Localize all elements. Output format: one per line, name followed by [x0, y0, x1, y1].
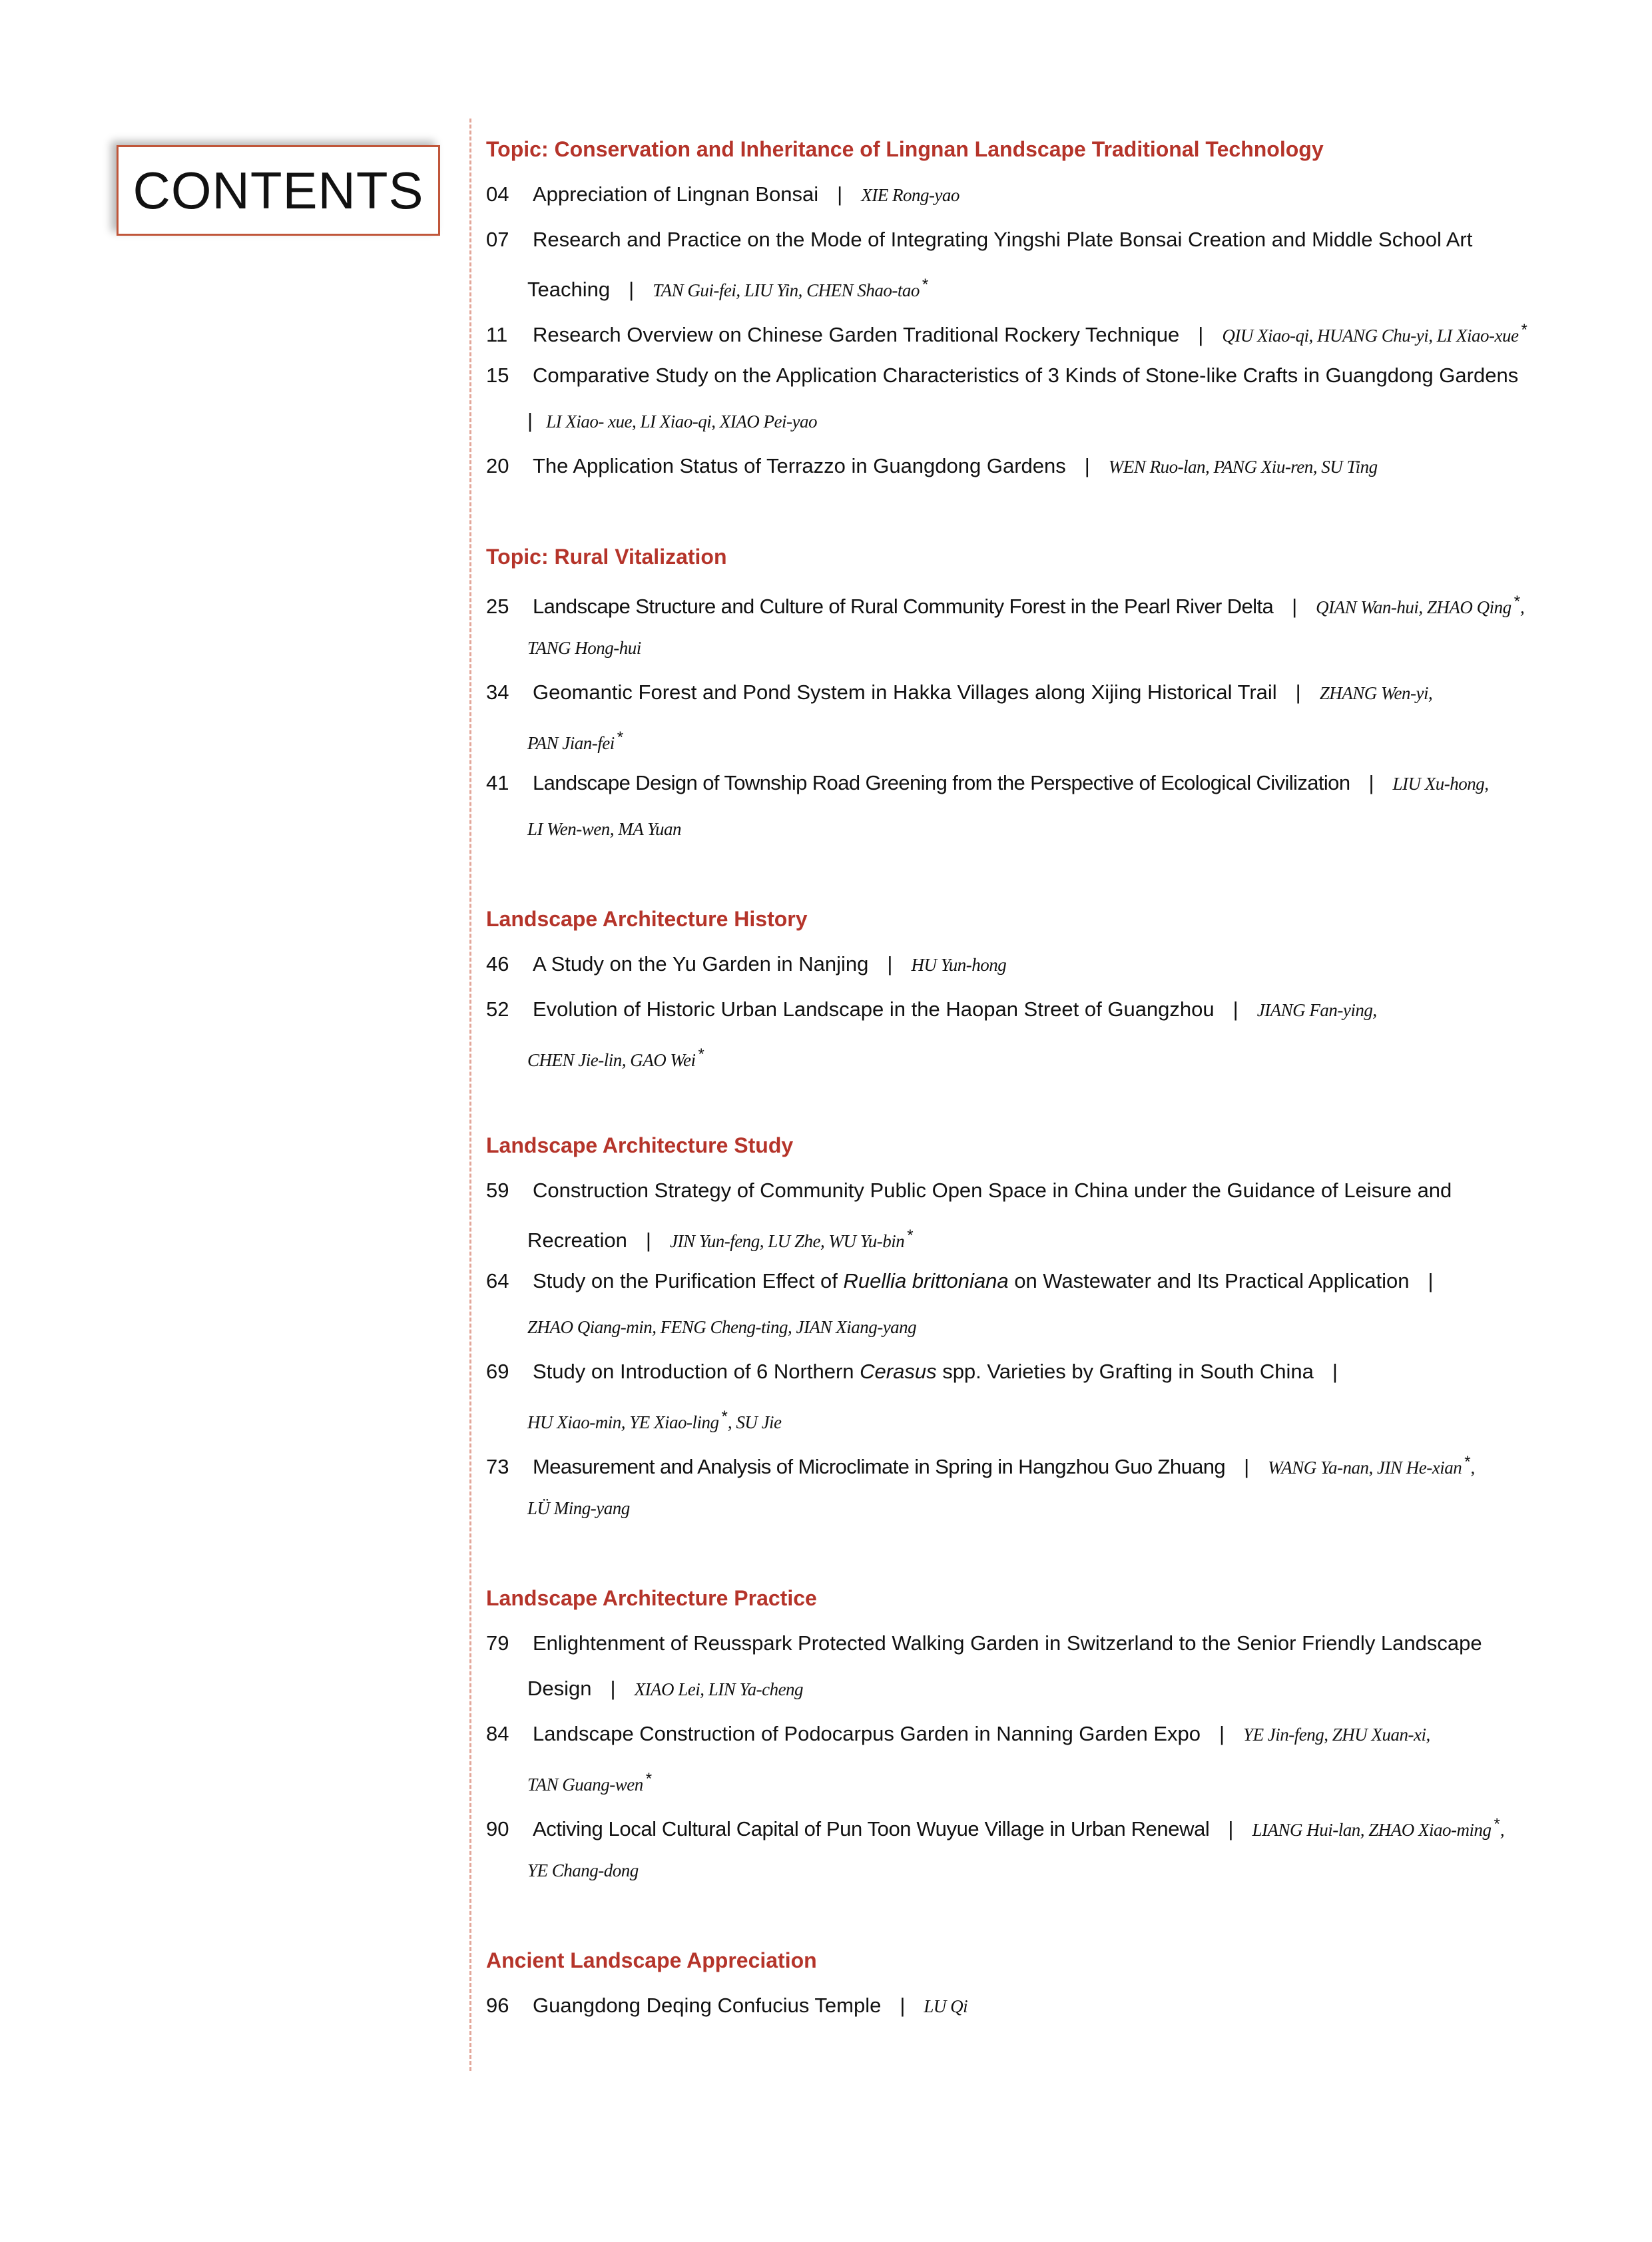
separator: |	[1428, 1269, 1434, 1292]
entry-authors: XIE Rong-yao	[861, 185, 960, 205]
separator: |	[527, 409, 533, 432]
toc-entry-continuation	[486, 1485, 1591, 1530]
entry-authors: QIU Xiao-qi, HUANG Chu-yi, LI Xiao-xue	[1222, 326, 1519, 346]
entry-authors: QIAN Wan-hui, ZHAO Qing	[1316, 597, 1512, 617]
page-number: 52	[486, 997, 509, 1021]
entry-authors: HU Xiao-min, YE Xiao-ling	[527, 1412, 719, 1432]
section-title: Ancient Landscape Appreciation	[486, 1948, 817, 1972]
toc-entry-continuation	[486, 1757, 1591, 1802]
entry-authors-cont: YE Chang-dong	[527, 1860, 639, 1880]
entry-authors-cont: LI Wen-wen, MA Yuan	[527, 819, 682, 839]
page-number: 79	[486, 1631, 509, 1655]
corresponding-author-mark: *	[1464, 1453, 1471, 1471]
toc-entry-continuation	[486, 398, 1591, 443]
toc-entry-continuation	[486, 1213, 1591, 1259]
corresponding-author-mark: *	[907, 1227, 914, 1245]
page-number: 59	[486, 1179, 509, 1202]
species-name: Ruellia brittoniana	[843, 1269, 1009, 1292]
toc-entry-continuation	[486, 1666, 1591, 1711]
corresponding-author-mark: *	[721, 1408, 728, 1426]
authors-comma: ,	[1500, 1820, 1505, 1840]
entry-title: Landscape Structure and Culture of Rural Community Forest in the Pearl River Delta	[533, 595, 1274, 618]
separator: |	[1198, 323, 1204, 346]
corresponding-author-mark: *	[645, 1770, 653, 1788]
separator: |	[1295, 681, 1301, 704]
entry-authors: WANG Ya-nan, JIN He-xian	[1268, 1458, 1462, 1478]
toc-entry[interactable]	[486, 1983, 1591, 2028]
authors-comma: ,	[1470, 1458, 1475, 1478]
corresponding-author-mark: *	[1521, 321, 1527, 339]
page-number: 96	[486, 1994, 509, 2017]
entry-title: Evolution of Historic Urban Landscape in the Haopan Street of Guangzhou	[533, 997, 1215, 1021]
entry-title-cont: Design	[527, 1677, 592, 1700]
page-number: 11	[486, 323, 508, 346]
entry-authors: LIU Xu-hong,	[1392, 774, 1489, 794]
entry-title: Research and Practice on the Mode of Integrating Yingshi Plate Bonsai Creation and Middle School Art	[533, 228, 1473, 251]
toc-entry[interactable]	[486, 987, 1591, 1032]
toc-entry-continuation	[486, 715, 1591, 760]
separator: |	[629, 278, 635, 301]
toc-entry[interactable]	[486, 670, 1591, 715]
page-number: 07	[486, 228, 509, 251]
page-number: 69	[486, 1360, 509, 1383]
page-number: 15	[486, 364, 509, 387]
toc-entry[interactable]	[486, 217, 1591, 262]
toc-entry[interactable]	[486, 942, 1591, 987]
separator: |	[1368, 771, 1374, 794]
section-title: Topic: Conservation and Inheritance of Lingnan Landscape Traditional Technology	[486, 137, 1324, 161]
entry-authors: JIN Yun-feng, LU Zhe, WU Yu-bin	[669, 1231, 905, 1251]
toc-entry[interactable]	[486, 1168, 1591, 1213]
toc-entry-continuation	[486, 1304, 1591, 1349]
entry-title: Measurement and Analysis of Microclimate in Spring in Hangzhou Guo Zhuang	[533, 1455, 1226, 1478]
entry-title: The Application Status of Terrazzo in Guangdong Gardens	[533, 454, 1066, 477]
page-number: 64	[486, 1269, 509, 1292]
table-of-contents	[486, 127, 1591, 2028]
page-number: 73	[486, 1455, 509, 1478]
entry-title: Landscape Design of Township Road Greening from the Perspective of Ecological Civilization	[533, 771, 1350, 794]
corresponding-author-mark: *	[1514, 593, 1521, 611]
toc-entry[interactable]	[486, 1802, 1591, 1847]
entry-authors: TAN Gui-fei, LIU Yin, CHEN Shao-tao	[653, 280, 920, 300]
corresponding-author-mark: *	[922, 276, 929, 294]
entry-title-a: Study on Introduction of 6 Northern	[533, 1360, 860, 1383]
separator: |	[837, 182, 843, 206]
toc-entry[interactable]	[486, 579, 1591, 625]
authors-comma: ,	[1520, 597, 1525, 617]
toc-entry[interactable]	[486, 1259, 1591, 1304]
entry-title: A Study on the Yu Garden in Nanjing	[533, 952, 869, 976]
entry-title: Comparative Study on the Application Characteristics of 3 Kinds of Stone-like Crafts in Guangdong Gardens	[533, 364, 1519, 387]
toc-entry-continuation	[486, 262, 1591, 308]
corresponding-author-mark: *	[617, 728, 624, 746]
section-title: Landscape Architecture Study	[486, 1133, 794, 1157]
entry-authors-tail: , SU Jie	[727, 1412, 782, 1432]
toc-entry[interactable]	[486, 760, 1591, 806]
toc-entry-continuation	[486, 1847, 1591, 1892]
section-title: Landscape Architecture Practice	[486, 1586, 817, 1610]
entry-title: Guangdong Deqing Confucius Temple	[533, 1994, 882, 2017]
species-name: Cerasus	[860, 1360, 937, 1383]
toc-entry-continuation	[486, 806, 1591, 851]
entry-authors: LIANG Hui-lan, ZHAO Xiao-ming	[1252, 1820, 1492, 1840]
contents-heading: CONTENTS	[133, 160, 424, 220]
entry-title-b: spp. Varieties by Grafting in South China	[936, 1360, 1314, 1383]
separator: |	[610, 1677, 616, 1700]
entry-authors-cont: LÜ Ming-yang	[527, 1498, 630, 1518]
entry-title: Activing Local Cultural Capital of Pun Toon Wuyue Village in Urban Renewal	[533, 1817, 1210, 1840]
page-number: 25	[486, 595, 509, 618]
contents-heading-box	[117, 145, 440, 236]
toc-entry[interactable]	[486, 1440, 1591, 1485]
entry-authors-cont: PAN Jian-fei	[527, 733, 615, 753]
entry-authors: WEN Ruo-lan, PANG Xiu-ren, SU Ting	[1108, 457, 1378, 477]
entry-title: Enlightenment of Reusspark Protected Walking Garden in Switzerland to the Senior Friendly Landscape	[533, 1631, 1482, 1655]
entry-title: Construction Strategy of Community Public Open Space in China under the Guidance of Leisure and	[533, 1179, 1452, 1202]
entry-authors: LI Xiao- xue, LI Xiao-qi, XIAO Pei-yao	[546, 412, 817, 431]
entry-title-cont: Recreation	[527, 1229, 627, 1252]
entry-authors: YE Jin-feng, ZHU Xuan-xi,	[1243, 1725, 1430, 1745]
separator: |	[645, 1229, 651, 1252]
separator: |	[900, 1994, 906, 2017]
entry-authors: LU Qi	[924, 1996, 968, 2016]
toc-entry-continuation	[486, 1394, 1591, 1440]
toc-entry[interactable]	[486, 1621, 1591, 1666]
entry-authors: HU Yun-hong	[911, 955, 1007, 975]
entry-title-a: Study on the Purification Effect of	[533, 1269, 844, 1292]
page-number: 46	[486, 952, 509, 976]
dashed-divider	[469, 119, 471, 2071]
toc-entry[interactable]	[486, 1349, 1591, 1394]
page-number: 84	[486, 1722, 509, 1745]
entry-authors-cont: CHEN Jie-lin, GAO Wei	[527, 1050, 696, 1070]
separator: |	[1332, 1360, 1338, 1383]
entry-title-cont: Teaching	[527, 278, 611, 301]
toc-entry[interactable]	[486, 1711, 1591, 1757]
page-number: 04	[486, 182, 509, 206]
separator: |	[1084, 454, 1090, 477]
corresponding-author-mark: *	[1494, 1815, 1500, 1833]
section-title: Topic: Rural Vitalization	[486, 545, 727, 569]
separator: |	[887, 952, 893, 976]
entry-authors: JIANG Fan-ying,	[1256, 1000, 1377, 1020]
section-title: Landscape Architecture History	[486, 907, 808, 931]
toc-entry[interactable]	[486, 172, 1591, 217]
entry-title: Research Overview on Chinese Garden Traditional Rockery Technique	[533, 323, 1180, 346]
toc-entry-continuation	[486, 1032, 1591, 1077]
entry-authors: ZHAO Qiang-min, FENG Cheng-ting, JIAN Xiang-yang	[527, 1317, 917, 1337]
entry-authors: XIAO Lei, LIN Ya-cheng	[634, 1679, 804, 1699]
page-number: 90	[486, 1817, 509, 1840]
entry-title: Appreciation of Lingnan Bonsai	[533, 182, 819, 206]
toc-entry[interactable]	[486, 443, 1591, 489]
entry-title: Geomantic Forest and Pond System in Hakka Villages along Xijing Historical Trail	[533, 681, 1277, 704]
page-number: 20	[486, 454, 509, 477]
toc-entry[interactable]	[486, 353, 1591, 398]
separator: |	[1233, 997, 1239, 1021]
corresponding-author-mark: *	[698, 1045, 704, 1063]
entry-title: Landscape Construction of Podocarpus Garden in Nanning Garden Expo	[533, 1722, 1201, 1745]
separator: |	[1244, 1455, 1250, 1478]
toc-entry-continuation	[486, 625, 1591, 670]
separator: |	[1292, 595, 1298, 618]
entry-title-b: on Wastewater and Its Practical Application	[1008, 1269, 1410, 1292]
page-number: 34	[486, 681, 509, 704]
entry-authors-cont: TAN Guang-wen	[527, 1775, 643, 1795]
page-number: 41	[486, 771, 509, 794]
entry-authors-cont: TANG Hong-hui	[527, 638, 641, 658]
separator: |	[1228, 1817, 1234, 1840]
separator: |	[1219, 1722, 1225, 1745]
toc-entry[interactable]	[486, 308, 1591, 353]
entry-authors: ZHANG Wen-yi,	[1319, 683, 1433, 703]
